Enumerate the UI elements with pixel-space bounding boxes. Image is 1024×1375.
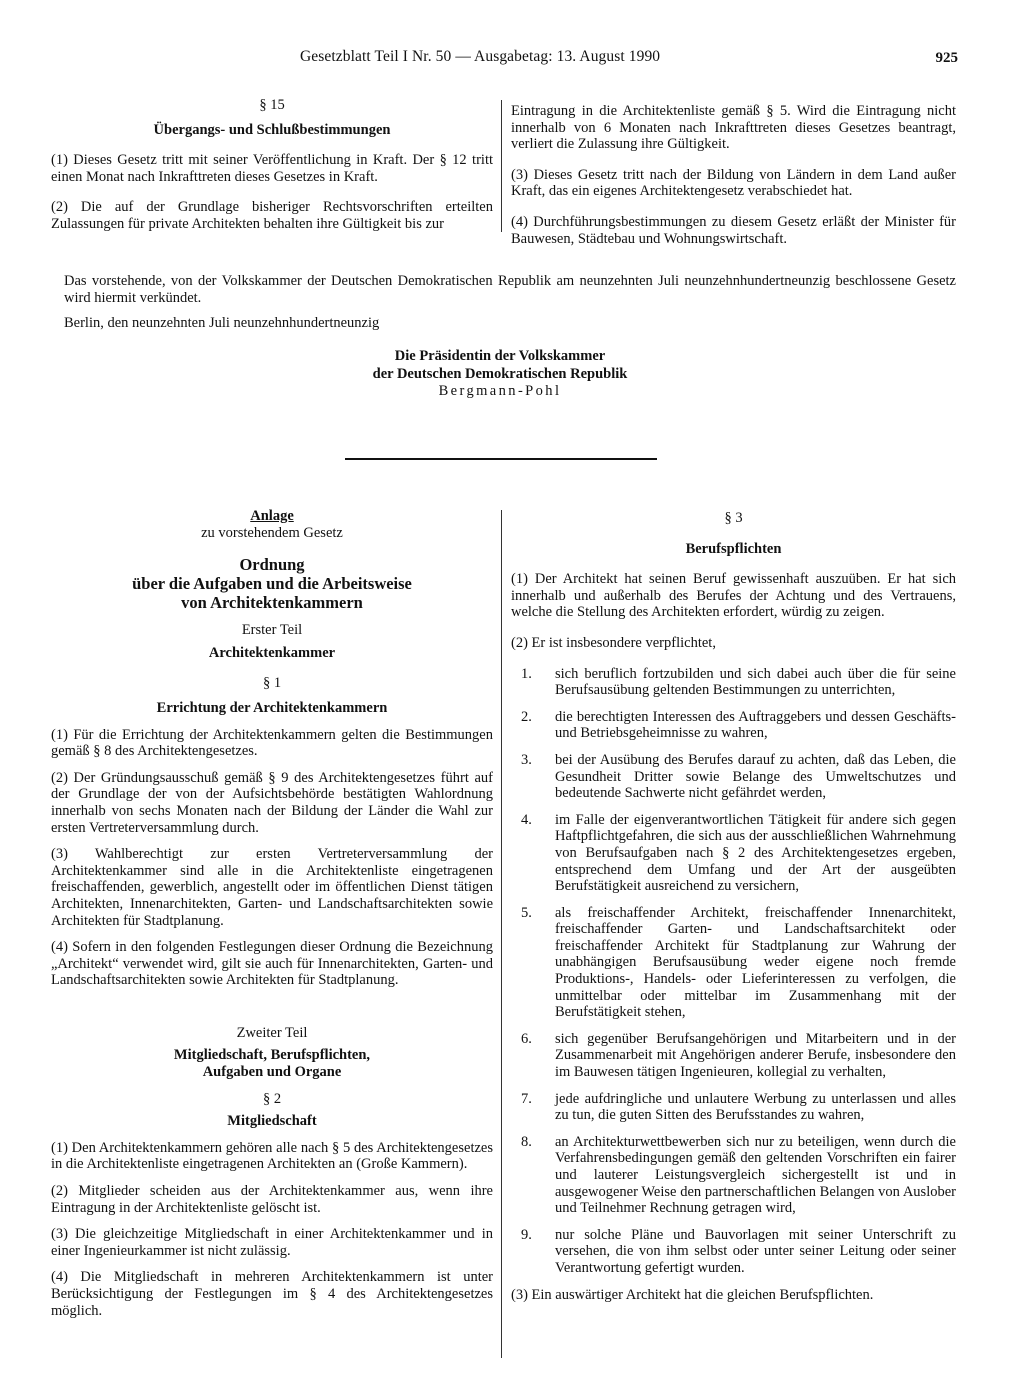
section-separator <box>345 458 657 460</box>
list-item <box>511 1031 956 1081</box>
list-item-text: bei der Ausübung des Berufes darauf zu achten, daß das Leben, die Gesundheit Dritter sowie Belange des Umweltschutzes und bedeutende Sachwerte nicht gefährdet werden, <box>555 751 956 802</box>
signature-title-line-2: der Deutschen Demokratischen Republik <box>372 365 628 382</box>
list-item-number: 3. <box>521 751 532 768</box>
list-item-text: nur solche Pläne und Bauvorlagen mit seiner Unterschrift zu versehen, die von ihm selbst oder unter seiner Leitung oder seiner Verantwortung gefertigt wurden. <box>555 1226 956 1276</box>
part-2-title-1: Mitgliedschaft, Berufspflichten, <box>173 1047 371 1064</box>
section-2-title: Mitgliedschaft <box>227 1113 317 1130</box>
section-3-para-3: (3) Ein auswärtiger Architekt hat die gleichen Berufspflichten. <box>511 1286 874 1303</box>
section-15-right <box>511 103 956 247</box>
section-15-para-3: (3) Dieses Gesetz tritt nach der Bildung von Ländern in dem Land außer Kraft, das ein eigenes Architektengesetz verabschiedet hat. <box>511 166 956 200</box>
section-3-title: Berufspflichten <box>685 540 782 557</box>
place-date: Berlin, den neunzehnten Juli neunzehnhundertneunzig <box>64 315 380 331</box>
list-item-number: 9. <box>521 1226 532 1243</box>
list-item-number: 7. <box>521 1090 532 1107</box>
section-2-heading: § 2 <box>262 1090 282 1107</box>
promulgation-text: Das vorstehende, von der Volkskammer der Deutschen Demokratischen Republik am neunzehnten Juli neunzehnhundertneunzig beschlossene Gesetz wird hiermit verkündet. <box>64 273 956 306</box>
list-item <box>511 666 956 699</box>
signatory-name: Bergmann-Pohl <box>438 383 562 399</box>
section-2-para-2: (2) Mitglieder scheiden aus der Architektenkammer aus, wenn ihre Eintragung in der Architektenliste gelöscht ist. <box>51 1183 493 1216</box>
section-1-title: Errichtung der Architektenkammern <box>156 699 388 716</box>
ordnung-title-2: über die Aufgaben und die Arbeitsweise <box>132 574 412 594</box>
list-item-number: 6. <box>521 1030 532 1047</box>
section-15-left <box>51 97 493 233</box>
list-item <box>511 1227 956 1277</box>
signature-title-line-1: Die Präsidentin der Volkskammer <box>394 348 606 364</box>
section-3-para-2: (2) Er ist insbesondere verpflichtet, <box>511 634 716 651</box>
signature-block <box>300 348 700 401</box>
section-15-para-2: (2) Die auf der Grundlage bisheriger Rechtsvorschriften erteilten Zulassungen für private Architekten behalten ihre Gültigkeit bis zur <box>51 199 493 232</box>
list-item-text: im Falle der eigenverantwortlichen Tätigkeit für andere sich gegen Haftpflichtgefahren, die sich aus der ausschließlichen Wahrnehmung von Berufsaufgaben nach § 2 des Architektengesetzes ergeben, entsprechend dem Umfang und der Art der ausgeübten Berufstätigkeit ausreichend zu versichern, <box>555 811 956 895</box>
section-3-heading: § 3 <box>724 510 743 526</box>
running-header: Gesetzblatt Teil I Nr. 50 — Ausgabetag: 13. August 1990 <box>300 48 661 65</box>
list-item <box>511 1091 956 1124</box>
list-item <box>511 709 956 742</box>
part-2-title-2: Aufgaben und Organe <box>202 1064 342 1081</box>
section-2-para-3: (3) Die gleichzeitige Mitgliedschaft in einer Architektenkammer und in einer Ingenieurkammer ist nicht zulässig. <box>51 1226 493 1259</box>
ordnung-title-1: Ordnung <box>239 555 305 575</box>
list-item <box>511 905 956 1021</box>
part-2-label: Zweiter Teil <box>236 1024 308 1041</box>
list-item-number: 1. <box>521 665 532 682</box>
part-1-title: Architektenkammer <box>208 644 336 661</box>
list-item-number: 5. <box>521 904 532 921</box>
list-item-text: als freischaffender Architekt, freischaffender Innenarchitekt, freischaffender Garten- und Landschaftsarchitekt oder freischaffender Architekt für Stadtplanung zur Wahrung der unabhängigen Berufsausübung weder eigene noch fremde Produktions-, Handels- oder Lieferinteressen zu verfolgen, die unmittelbar oder mittelbar im Zusammenhang mit der Berufstätigkeit stehen, <box>555 904 956 1021</box>
section-1-para-4: (4) Sofern in den folgenden Festlegungen dieser Ordnung die Bezeichnung „Architekt“ verwendet wird, gilt sie auch für Innenarchitekten, Garten- und Landschaftsarchitekten sowie Architekten für Stadtplanung. <box>51 939 493 989</box>
part-1-label: Erster Teil <box>241 622 303 639</box>
list-item-number: 2. <box>521 708 532 725</box>
list-item-text: jede aufdringliche und unlautere Werbung zu unterlassen und alles zu tun, die guten Sitten des Berufsstandes zu wahren, <box>555 1090 956 1124</box>
anlage-column <box>51 508 493 1319</box>
section-1-para-2: (2) Der Gründungsausschuß gemäß § 9 des Architektengesetzes führt auf der Grundlage der von der Aufsichtsbehörde bestätigten Wahlordnung innerhalb von sechs Monaten nach der Bildung der Länder die Wahl zur ersten Vertreterversammlung durch. <box>51 769 493 836</box>
list-item <box>511 752 956 802</box>
list-item-text: die berechtigten Interessen des Auftraggebers und dessen Geschäfts- und Betriebsgeheimnisse zu wahren, <box>555 708 956 742</box>
section-2-para-4: (4) Die Mitgliedschaft in mehreren Architektenkammern ist unter Berücksichtigung der Festlegungen im § 4 des Architektengesetzes möglich. <box>51 1269 493 1319</box>
section-1-heading: § 1 <box>262 675 282 692</box>
list-item <box>511 812 956 895</box>
column-divider-top <box>501 100 502 232</box>
list-item-number: 4. <box>521 811 532 828</box>
section-15-para-2-continued: Eintragung in die Architektenliste gemäß § 5. Wird die Eintragung nicht innerhalb von 6 Monaten nach Inkrafttreten dieses Gesetzes beantragt, verliert die Zulassung ihre Gültigkeit. <box>511 103 956 153</box>
section-15-para-1: (1) Dieses Gesetz tritt mit seiner Veröffentlichung in Kraft. Der § 12 tritt einen Monat nach Inkrafttreten dieses Gesetzes in Kraft. <box>51 152 493 185</box>
list-item <box>511 1134 956 1217</box>
section-1-para-3: (3) Wahlberechtigt zur ersten Vertreterversammlung der Architektenkammer sind alle in die Architektenliste eingetragenen freischaffenden, gewerblich, angestellt oder im öffentlichen Dienst tätigen Architekten, Innenarchitekten, Garten- und Landschaftsarchitekten sowie Architekten für Stadtplanung. <box>51 846 493 929</box>
section-15-title: Übergangs- und Schlußbestimmungen <box>153 121 391 138</box>
page-number: 925 <box>935 50 958 66</box>
list-item-text: an Architekturwettbewerben sich nur zu beteiligen, wenn durch die Verfahrensbedingungen gemäß den geltenden Vorschriften ein fairer und lauterer Leistungsvergleich sichergestellt ist und in ausgewogener Weise den partnerschaftlichen Belangen von Auslober und Teilnehmer Rechnung getragen wird, <box>555 1133 956 1217</box>
list-item-text: sich beruflich fortzubilden und sich dabei auch über die für seine Berufsausübung geltenden Bestimmungen zu unterrichten, <box>555 665 956 699</box>
section-3-column <box>511 510 956 1303</box>
anlage-subtitle: zu vorstehendem Gesetz <box>201 524 343 541</box>
list-item-text: sich gegenüber Berufsangehörigen und Mitarbeitern und in der Zusammenarbeit mit Angehörigen anderer Berufe, insbesondere den im Bauwesen tätigen Ingenieuren, kollegial zu verhalten, <box>555 1030 956 1081</box>
section-15-heading: § 15 <box>259 97 285 113</box>
section-3-para-1: (1) Der Architekt hat seinen Beruf gewissenhaft auszuüben. Er hat sich innerhalb und außerhalb des Berufes der Achtung und des Vertrauens, welche die Stellung des Architekten erfordert, würdig zu zeigen. <box>511 571 956 621</box>
list-item-number: 8. <box>521 1133 532 1150</box>
section-15-para-4: (4) Durchführungsbestimmungen zu diesem Gesetz erläßt der Minister für Bauwesen, Städtebau und Wohnungswirtschaft. <box>511 213 956 247</box>
anlage-label: Anlage <box>250 508 294 524</box>
section-1-para-1: (1) Für die Errichtung der Architektenkammern gelten die Bestimmungen gemäß § 8 des Architektengesetzes. <box>51 726 493 760</box>
ordnung-title-3: von Architektenkammern <box>181 593 363 613</box>
column-divider-bottom <box>501 510 502 1358</box>
section-2-para-1: (1) Den Architektenkammern gehören alle nach § 5 des Architektengesetzes in die Architektenliste eingetragenen Architekten an (Große Kammern). <box>51 1139 493 1173</box>
